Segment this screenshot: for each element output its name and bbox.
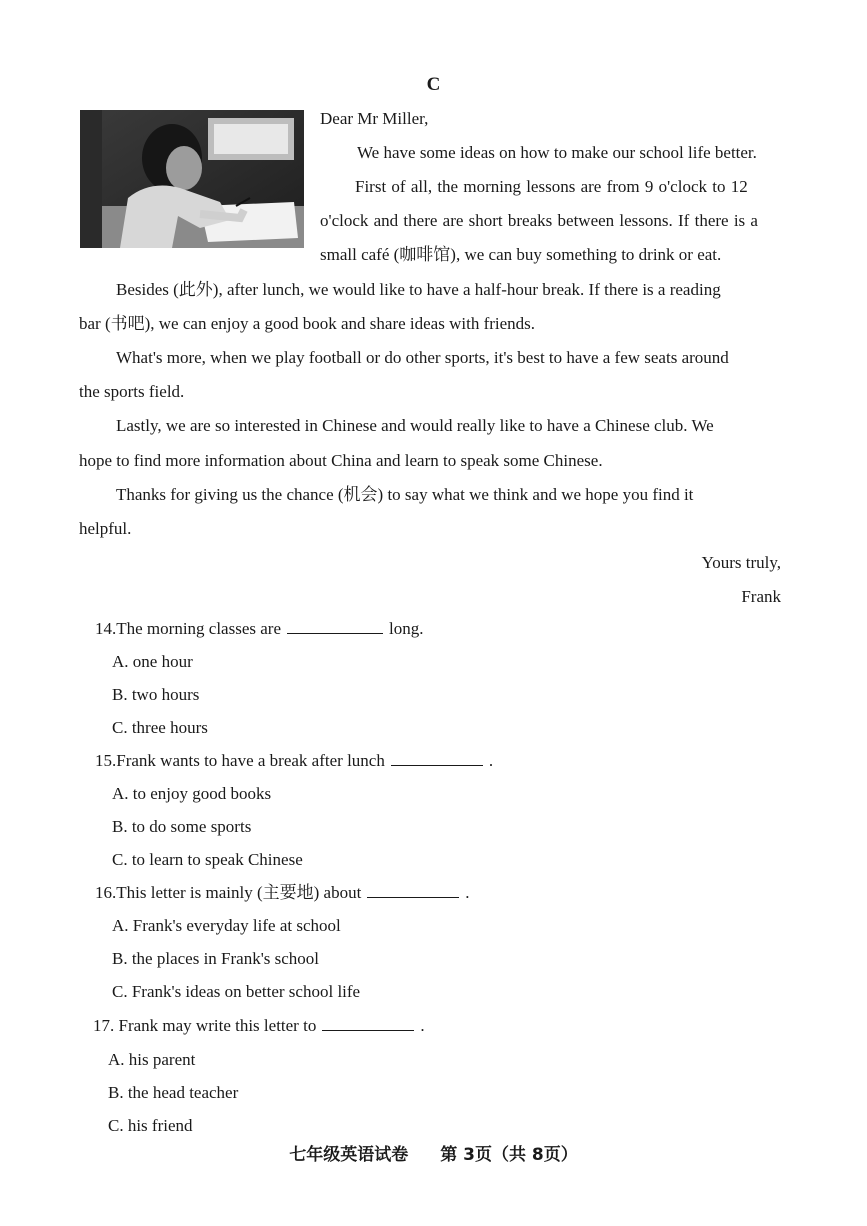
answer-blank[interactable] <box>367 883 459 898</box>
letter-paragraph-line: We have some ideas on how to make our school life better. <box>357 143 757 162</box>
student-writing-photo <box>80 110 304 248</box>
option-a[interactable]: A. Frank's everyday life at school <box>112 916 341 935</box>
option-b[interactable]: B. to do some sports <box>112 817 252 836</box>
answer-blank[interactable] <box>322 1016 414 1031</box>
answer-blank[interactable] <box>287 619 383 634</box>
letter-closing: Yours truly, <box>701 553 781 572</box>
letter-paragraph-line: First of all, the morning lessons are from 9 o'clock to 12 <box>355 177 748 196</box>
letter-paragraph-line: Lastly, we are so interested in Chinese and would really like to have a Chinese club. We <box>116 416 714 435</box>
letter-paragraph-line: o'clock and there are short breaks between lessons. If there is a <box>320 211 758 230</box>
question-stem: 16.This letter is mainly (主要地) about . <box>95 883 470 902</box>
letter-paragraph-line: small café (咖啡馆), we can buy something to drink or eat. <box>320 245 722 264</box>
exam-title: 七年级英语试卷 <box>289 1145 409 1165</box>
section-heading: C <box>426 74 441 95</box>
question-stem: 17. Frank may write this letter to . <box>93 1016 425 1035</box>
option-a[interactable]: A. to enjoy good books <box>112 784 272 803</box>
option-b[interactable]: B. the head teacher <box>108 1083 239 1102</box>
letter-paragraph-line: helpful. <box>79 519 132 538</box>
answer-blank[interactable] <box>391 751 483 766</box>
letter-paragraph-line: hope to find more information about China and learn to speak some Chinese. <box>79 451 603 470</box>
option-b[interactable]: B. the places in Frank's school <box>112 949 320 968</box>
letter-paragraph-line: Thanks for giving us the chance (机会) to say what we think and we hope you find it <box>116 485 694 504</box>
letter-paragraph-line: the sports field. <box>79 382 185 401</box>
question-stem: 14.The morning classes are long. <box>95 619 424 638</box>
option-c[interactable]: C. his friend <box>108 1116 193 1135</box>
page-number: 第 3页（共 8页） <box>440 1145 578 1165</box>
letter-paragraph-line: What's more, when we play football or do other sports, it's best to have a few seats around <box>116 348 729 367</box>
option-c[interactable]: C. three hours <box>112 718 208 737</box>
question-stem: 15.Frank wants to have a break after lunch . <box>95 751 494 770</box>
letter-signature: Frank <box>741 587 781 606</box>
letter-paragraph-line: bar (书吧), we can enjoy a good book and share ideas with friends. <box>79 314 536 333</box>
option-a[interactable]: A. his parent <box>108 1050 196 1069</box>
letter-paragraph-line: Besides (此外), after lunch, we would like to have a half-hour break. If there is a reading <box>116 280 721 299</box>
option-c[interactable]: C. to learn to speak Chinese <box>112 850 303 869</box>
page-footer <box>0 1140 867 1165</box>
option-b[interactable]: B. two hours <box>112 685 200 704</box>
option-a[interactable]: A. one hour <box>112 652 193 671</box>
letter-greeting: Dear Mr Miller, <box>320 109 429 128</box>
option-c[interactable]: C. Frank's ideas on better school life <box>112 982 361 1001</box>
